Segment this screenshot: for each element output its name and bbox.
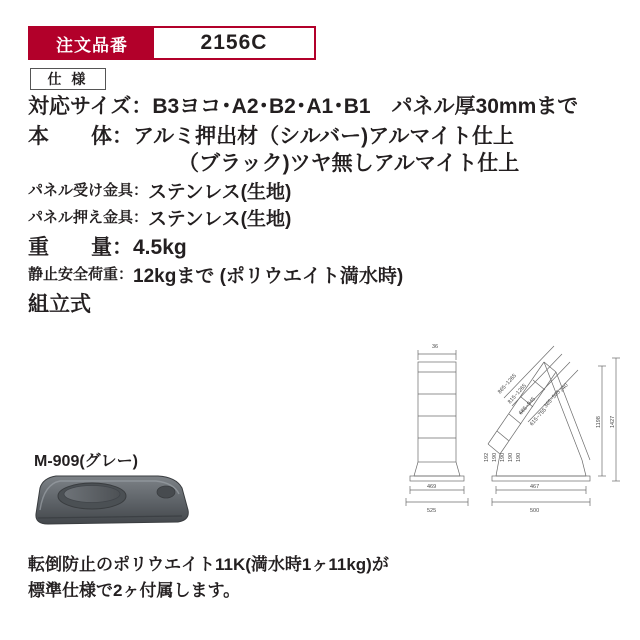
dim-step-1: 192 bbox=[484, 452, 490, 462]
dim-step-3: 190 bbox=[500, 452, 506, 462]
spec-row-panel-holder bbox=[28, 181, 628, 205]
spec-key: 本 体： bbox=[28, 124, 133, 148]
dim-diag-3: 685~945 bbox=[518, 396, 537, 417]
spec-key: 組立式 bbox=[28, 293, 91, 317]
dim-side-outer: 500 bbox=[530, 508, 540, 514]
dim-height-outer: 1427 bbox=[610, 415, 616, 428]
dim-side-inner: 467 bbox=[530, 484, 540, 490]
spec-key: パネル押え金具： bbox=[28, 208, 149, 226]
spec-section-header: 仕 様 bbox=[30, 68, 106, 90]
weight-product-label: M-909(グレー) bbox=[34, 453, 139, 470]
weight-product-image bbox=[30, 470, 200, 532]
order-number-value: 2156C bbox=[200, 31, 268, 54]
spec-value: アルミ押出材（シルバー)アルマイト仕上 bbox=[133, 124, 514, 148]
dim-front-outer: 525 bbox=[427, 508, 437, 514]
spec-row-assembly bbox=[28, 292, 628, 319]
footnote-line-1: 転倒防止のポリウエイト11K(満水時1ヶ11kg)が bbox=[28, 555, 389, 574]
drawing-svg bbox=[404, 336, 632, 526]
poly-weight-illustration bbox=[30, 470, 200, 532]
drawing-dimension-labels bbox=[427, 344, 616, 514]
dim-diag-1: 865~1265 bbox=[497, 373, 518, 396]
technical-drawing bbox=[404, 336, 632, 526]
spec-row-weight bbox=[28, 235, 628, 262]
dim-step-4: 190 bbox=[508, 452, 514, 462]
dim-diag-2: 815~1265 bbox=[507, 383, 528, 406]
spec-key: 静止安全荷重： bbox=[28, 266, 134, 284]
spec-list bbox=[28, 94, 628, 319]
spec-key: 対応サイズ： bbox=[28, 95, 153, 118]
spec-row-size bbox=[28, 94, 628, 121]
spec-key: 重 量： bbox=[28, 236, 133, 260]
order-number-label: 注文品番 bbox=[30, 28, 154, 58]
spec-row-panel-presser bbox=[28, 208, 628, 232]
footnote-line-2: 標準仕様で2ヶ付属します。 bbox=[28, 580, 241, 600]
dim-diag-6: 240 bbox=[559, 382, 570, 394]
footnote bbox=[28, 552, 628, 603]
spec-row-body bbox=[28, 124, 628, 151]
spec-row-body-continuation: （ブラック)ツヤ無しアルマイト仕上 bbox=[178, 151, 520, 175]
dim-step-5: 190 bbox=[516, 452, 522, 462]
spec-value: B3ヨコ･A2･B2･A1･B1 パネル厚30mmまで bbox=[152, 95, 579, 118]
spec-key: パネル受け金具： bbox=[28, 181, 149, 199]
dim-diag-5: 365~505 bbox=[543, 389, 562, 410]
dim-top: 36 bbox=[432, 344, 439, 350]
spec-value: ステンレス(生地) bbox=[148, 181, 292, 203]
order-number-band bbox=[28, 26, 316, 60]
spec-value: 4.5kg bbox=[133, 236, 187, 260]
spec-value: ステンレス(生地) bbox=[148, 208, 292, 230]
dim-height-inner: 1198 bbox=[596, 416, 602, 428]
dim-diag-4: 615~755 bbox=[529, 407, 548, 428]
dim-front-inner: 469 bbox=[427, 484, 437, 490]
spec-value: 12kgまで (ポリウエイト満水時) bbox=[133, 266, 404, 288]
spec-row-safe-load bbox=[28, 265, 628, 289]
dim-step-2: 190 bbox=[492, 452, 498, 462]
